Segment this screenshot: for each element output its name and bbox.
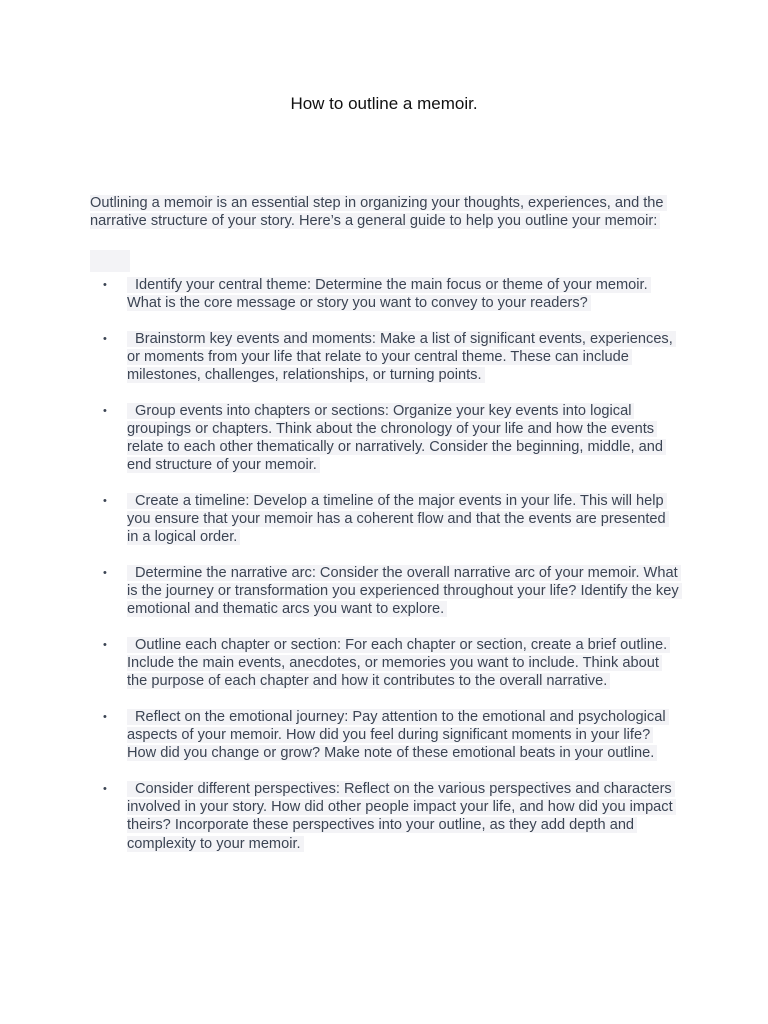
bullet-icon: •	[103, 639, 107, 651]
step-highlight	[127, 709, 669, 761]
step-text: Identify your central theme: Determine the main focus or theme of your memoir. What is the core message or story you want to convey to your readers?	[127, 277, 648, 312]
step-highlight	[127, 277, 651, 311]
intro-text: Outlining a memoir is an essential step in organizing your thoughts, experiences, and the narrative structure of your story. Here’s a general guide to help you outline your memoir:	[90, 195, 667, 229]
step-highlight	[127, 493, 669, 545]
step-highlight	[127, 331, 676, 383]
bullet-icon: •	[103, 567, 107, 579]
list-item	[0, 402, 679, 475]
list-item	[0, 564, 679, 619]
step-text: Group events into chapters or sections: Organize your key events into logical groupings or chapters. Think about the chronology of your life and how the events relate to each other thematically or narratively. Consider the beginning, middle, and end structure of your memoir.	[127, 402, 663, 474]
list-item	[0, 708, 679, 763]
list-item	[0, 330, 679, 385]
step-text: Determine the narrative arc: Consider the overall narrative arc of your memoir. What is the journey or transformation you experienced throughout your life? Identify the key emotional and thematic arcs you want to explore.	[127, 565, 679, 618]
step-highlight	[127, 565, 682, 617]
intro-highlight-spacer	[90, 250, 130, 272]
step-text: Consider different perspectives: Reflect on the various perspectives and characters involved in your story. How did other people impact your life, and how did you impact theirs? Incorporate these perspectives into your outline, as they add depth and complexity to your memoir.	[127, 781, 673, 852]
list-item	[0, 276, 679, 312]
step-text: Reflect on the emotional journey: Pay attention to the emotional and psychological aspects of your memoir. How did you feel during significant moments in your life? How did you change or grow? Make note of these emotional beats in your outline.	[127, 709, 666, 762]
list-item	[0, 492, 679, 547]
list-item	[0, 636, 679, 691]
bullet-icon: •	[103, 711, 107, 723]
step-text: Outline each chapter or section: For each chapter or section, create a brief outline. Include the main events, anecdotes, or memories you want to include. Think about the purpose of each chapter and how it contributes to the overall narrative.	[127, 637, 668, 690]
bullet-icon: •	[103, 495, 107, 507]
list-item	[0, 780, 679, 853]
bullet-icon: •	[103, 332, 107, 345]
bullet-icon: •	[103, 404, 107, 417]
step-text: Brainstorm key events and moments: Make a list of significant events, experiences, or moments from your life that relate to your central theme. These can include milestones, challenges, relationships, or turning points.	[127, 330, 673, 384]
page-title: How to outline a memoir.	[290, 94, 478, 113]
step-highlight	[127, 781, 676, 852]
step-highlight	[127, 403, 666, 474]
bullet-icon: •	[103, 783, 107, 795]
bullet-icon: •	[103, 279, 107, 291]
step-highlight	[127, 637, 670, 689]
steps-list	[0, 276, 768, 870]
step-text: Create a timeline: Develop a timeline of the major events in your life. This will help you ensure that your memoir has a coherent flow and that the events are presented in a logical order.	[127, 493, 666, 546]
intro-paragraph	[90, 194, 670, 230]
